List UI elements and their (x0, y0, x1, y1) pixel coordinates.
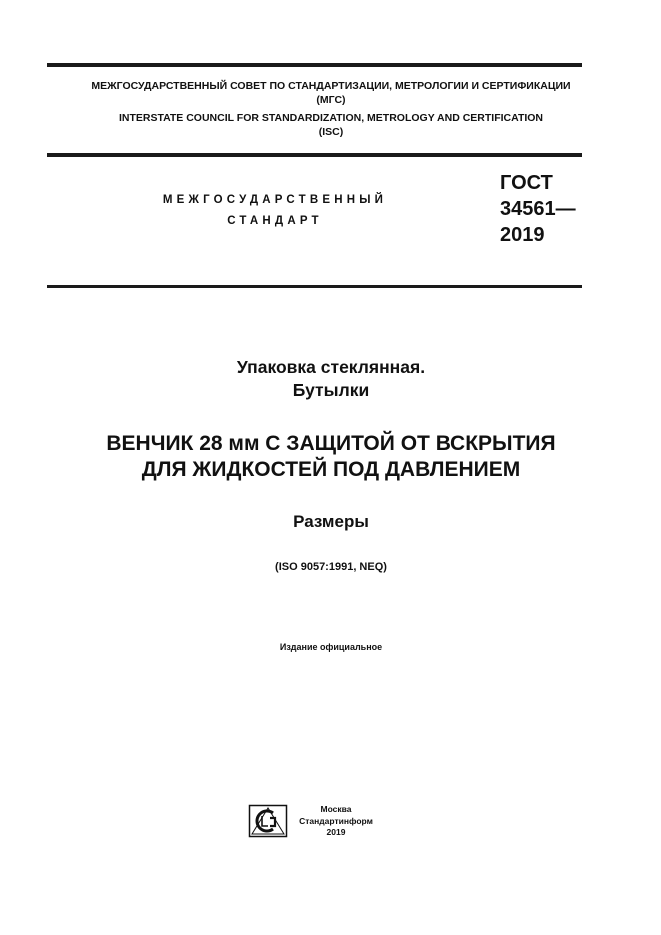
gost-prefix: ГОСТ (500, 172, 553, 194)
standartinform-logo-icon (248, 804, 288, 838)
council-ru-line2: (МГС) (316, 94, 346, 106)
council-ru-line1: МЕЖГОСУДАРСТВЕННЫЙ СОВЕТ ПО СТАНДАРТИЗАЦИИ, МЕТРОЛОГИИ И СЕРТИФИКАЦИИ (91, 80, 571, 92)
lower-rule (47, 285, 582, 288)
group-title-line2: Бутылки (292, 380, 370, 400)
council-ru (47, 79, 615, 107)
publisher-name: Стандартинформ (299, 815, 373, 826)
edition-note: Издание официальное (279, 642, 383, 652)
publisher-year: 2019 (326, 827, 346, 837)
council-en-line2: (ISC) (318, 126, 344, 138)
standard-type (150, 190, 400, 232)
top-rule (47, 63, 582, 67)
gost-number: 34561— (500, 198, 576, 220)
main-title (47, 431, 615, 483)
publisher-info (296, 804, 376, 839)
council-en-line1: INTERSTATE COUNCIL FOR STANDARDIZATION, METROLOGY AND CERTIFICATION (118, 112, 544, 124)
middle-rule (47, 153, 582, 157)
gost-year: 2019 (500, 224, 545, 246)
group-title (47, 356, 615, 402)
main-title-line2: ДЛЯ ЖИДКОСТЕЙ ПОД ДАВЛЕНИЕМ (141, 458, 521, 481)
group-title-line1: Упаковка стеклянная. (236, 357, 426, 377)
publisher-city: Москва (320, 804, 352, 814)
main-title-line1: ВЕНЧИК 28 мм С ЗАЩИТОЙ ОТ ВСКРЫТИЯ (106, 432, 556, 455)
sub-title: Размеры (293, 512, 369, 531)
standard-type-line2: СТАНДАРТ (227, 215, 323, 227)
council-en (47, 111, 615, 139)
gost-designation (500, 170, 620, 248)
iso-reference: (ISO 9057:1991, NEQ) (275, 561, 387, 573)
standard-type-line1: МЕЖГОСУДАРСТВЕННЫЙ (162, 194, 388, 206)
